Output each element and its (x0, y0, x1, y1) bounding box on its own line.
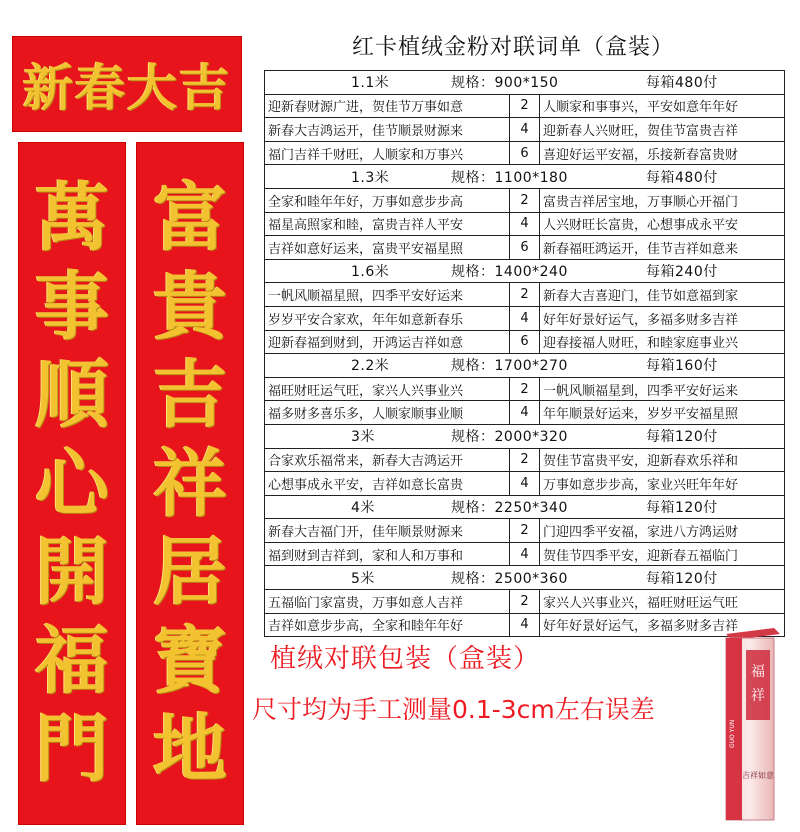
couplet-left-cell: 一帆风顺福星照，四季平安好运来 (265, 283, 510, 307)
couplet-number-cell: 2 (510, 590, 540, 614)
table-row (265, 306, 785, 330)
spec-label: 规格：1100*180 (451, 169, 568, 186)
couplet-spec-table (264, 70, 785, 637)
couplet-left-char: 萬 (35, 175, 109, 261)
couplet-left-cell: 心想事成永平安，吉祥如意长富贵 (265, 472, 510, 496)
couplet-number-cell: 4 (510, 118, 540, 142)
couplet-left-cell: 迎新春福到财到，开鸿运吉祥如意 (265, 330, 510, 354)
size-header-row (265, 495, 785, 519)
spec-label: 规格：2500*360 (451, 570, 568, 587)
table-row (265, 377, 785, 401)
page-title: 红卡植绒金粉对联词单（盒装） (351, 35, 674, 60)
per-box-label: 每箱480付 (646, 169, 718, 186)
couplet-left-cell: 新春大吉福门开，佳年顺景财源来 (265, 519, 510, 543)
table-row (265, 188, 785, 212)
measurement-note: 尺寸均为手工测量0.1-3cm左右误差 (252, 695, 655, 724)
couplet-number-cell: 4 (510, 613, 540, 637)
size-label: 5米 (351, 570, 375, 587)
box-slogan-text: 吉祥如意 (742, 771, 774, 780)
per-box-label: 每箱120付 (646, 570, 718, 587)
couplet-number-cell: 4 (510, 306, 540, 330)
size-label: 3米 (351, 429, 375, 446)
couplet-left-char: 福 (35, 617, 109, 704)
couplet-right-cell: 迎春接福人财旺，和睦家庭事业兴 (540, 330, 785, 354)
spec-label: 规格：1700*270 (451, 358, 568, 375)
couplet-left-scroll (18, 142, 126, 825)
couplet-left-char: 事 (35, 263, 109, 350)
table-row (265, 212, 785, 236)
couplet-right-cell: 新春大吉喜迎门，佳节如意福到家 (540, 283, 785, 307)
size-header-row (265, 259, 785, 283)
couplet-left-char: 開 (35, 529, 109, 615)
table-row (265, 472, 785, 496)
couplet-right-char: 吉 (153, 352, 227, 438)
couplet-right-char: 貴 (153, 263, 227, 350)
couplet-right-cell: 一帆风顺福星到，四季平安好运来 (540, 377, 785, 401)
table-row (265, 141, 785, 165)
banner-text: 新春大吉 (23, 58, 231, 117)
couplet-left-char: 門 (35, 706, 109, 792)
box-brand-text: GUO YUN (729, 719, 736, 748)
banner-horizontal-scroll (12, 36, 242, 132)
couplet-left-char: 順 (35, 352, 109, 438)
couplet-number-cell: 2 (510, 188, 540, 212)
spec-label: 规格：900*150 (451, 75, 559, 92)
couplet-right-cell: 新春福旺鸿运开，佳节吉祥如意来 (540, 236, 785, 260)
size-label: 1.6米 (351, 264, 390, 281)
couplet-number-cell: 2 (510, 448, 540, 472)
couplet-right-cell: 年年顺景好运来，岁岁平安福星照 (540, 401, 785, 425)
per-box-label: 每箱480付 (646, 75, 718, 92)
couplet-right-cell: 好年好景好运气，多福多财多吉祥 (540, 306, 785, 330)
size-header-row (265, 566, 785, 590)
couplet-number-cell: 4 (510, 542, 540, 566)
table-row (265, 401, 785, 425)
couplet-number-cell: 2 (510, 519, 540, 543)
couplet-left-cell: 五福临门家富贵，万事如意人吉祥 (265, 590, 510, 614)
table-row (265, 590, 785, 614)
couplet-left-cell: 新春大吉鸿运开，佳节顺景财源来 (265, 118, 510, 142)
per-box-label: 每箱120付 (646, 499, 718, 516)
spec-label: 规格：2000*320 (451, 429, 568, 446)
couplet-right-cell: 人顺家和事事兴，平安如意年年好 (540, 94, 785, 118)
couplet-right-cell: 喜迎好运平安福，乐接新春富贵财 (540, 141, 785, 165)
size-header-row (265, 424, 785, 448)
product-box-image (716, 628, 782, 822)
table-row (265, 542, 785, 566)
couplet-left-cell: 福星高照家和睦，富贵吉祥人平安 (265, 212, 510, 236)
size-label: 4米 (351, 499, 375, 516)
couplet-left-char: 心 (35, 440, 109, 527)
table-row (265, 283, 785, 307)
couplet-left-cell: 岁岁平安合家欢，年年如意新春乐 (265, 306, 510, 330)
couplet-number-cell: 6 (510, 141, 540, 165)
size-header-row (265, 71, 785, 95)
couplet-right-cell: 迎新春人兴财旺，贺佳节富贵吉祥 (540, 118, 785, 142)
couplet-left-cell: 吉祥如意好运来，富贵平安福星照 (265, 236, 510, 260)
spec-label: 规格：2250*340 (451, 499, 568, 516)
couplet-right-scroll (136, 142, 244, 825)
table-row (265, 330, 785, 354)
table-row (265, 448, 785, 472)
table-row (265, 519, 785, 543)
couplet-left-cell: 福门吉祥千财旺，人顺家和万事兴 (265, 141, 510, 165)
size-label: 2.2米 (351, 358, 390, 375)
couplet-number-cell: 6 (510, 236, 540, 260)
couplet-right-cell: 门迎四季平安福，家进八方鸿运财 (540, 519, 785, 543)
table-row (265, 94, 785, 118)
couplet-number-cell: 2 (510, 283, 540, 307)
couplet-number-cell: 2 (510, 377, 540, 401)
size-header-row (265, 165, 785, 189)
couplet-right-cell: 万事如意步步高，家业兴旺年年好 (540, 472, 785, 496)
spec-label: 规格：1400*240 (451, 264, 568, 281)
couplet-right-cell: 贺佳节四季平安，迎新春五福临门 (540, 542, 785, 566)
couplet-right-char: 寶 (153, 617, 227, 704)
couplet-left-cell: 福多财多喜乐多，人顺家顺事业顺 (265, 401, 510, 425)
couplet-left-cell: 合家欢乐福常来，新春大吉鸿运开 (265, 448, 510, 472)
table-row (265, 613, 785, 637)
per-box-label: 每箱240付 (646, 264, 718, 281)
couplet-right-cell: 好年好景好运气，多福多财多吉祥 (540, 613, 785, 637)
couplet-number-cell: 2 (510, 94, 540, 118)
per-box-label: 每箱160付 (646, 358, 718, 375)
table-row (265, 118, 785, 142)
couplet-right-char: 地 (153, 706, 227, 792)
couplet-number-cell: 4 (510, 401, 540, 425)
couplet-right-char: 居 (153, 529, 227, 615)
size-label: 1.1米 (351, 75, 390, 92)
size-header-row (265, 354, 785, 378)
couplet-number-cell: 4 (510, 212, 540, 236)
per-box-label: 每箱120付 (646, 429, 718, 446)
couplet-right-char: 祥 (153, 440, 227, 527)
couplet-right-char: 富 (153, 175, 227, 261)
couplet-right-cell: 富贵吉祥居宝地，万事顺心开福门 (540, 188, 785, 212)
svg-text:福: 福 (751, 664, 765, 680)
couplet-right-cell: 家兴人兴事业兴，福旺财旺运气旺 (540, 590, 785, 614)
couplet-left-cell: 福到财到吉祥到，家和人和万事和 (265, 542, 510, 566)
couplet-left-text (19, 175, 125, 792)
couplet-right-cell: 人兴财旺长富贵，心想事成永平安 (540, 212, 785, 236)
couplet-left-cell: 迎新春财源广进，贺佳节万事如意 (265, 94, 510, 118)
couplet-left-cell: 福旺财旺运气旺，家兴人兴事业兴 (265, 377, 510, 401)
couplet-right-cell: 贺佳节富贵平安，迎新春欢乐祥和 (540, 448, 785, 472)
couplet-number-cell: 4 (510, 472, 540, 496)
couplet-left-cell: 吉祥如意步步高，全家和睦年年好 (265, 613, 510, 637)
svg-text:祥: 祥 (751, 688, 765, 704)
couplet-right-text (137, 175, 243, 792)
size-label: 1.3米 (351, 169, 390, 186)
table-row (265, 236, 785, 260)
couplet-number-cell: 6 (510, 330, 540, 354)
couplet-left-cell: 全家和睦年年好，万事如意步步高 (265, 188, 510, 212)
packaging-label: 植绒对联包装（盒装） (270, 644, 541, 674)
